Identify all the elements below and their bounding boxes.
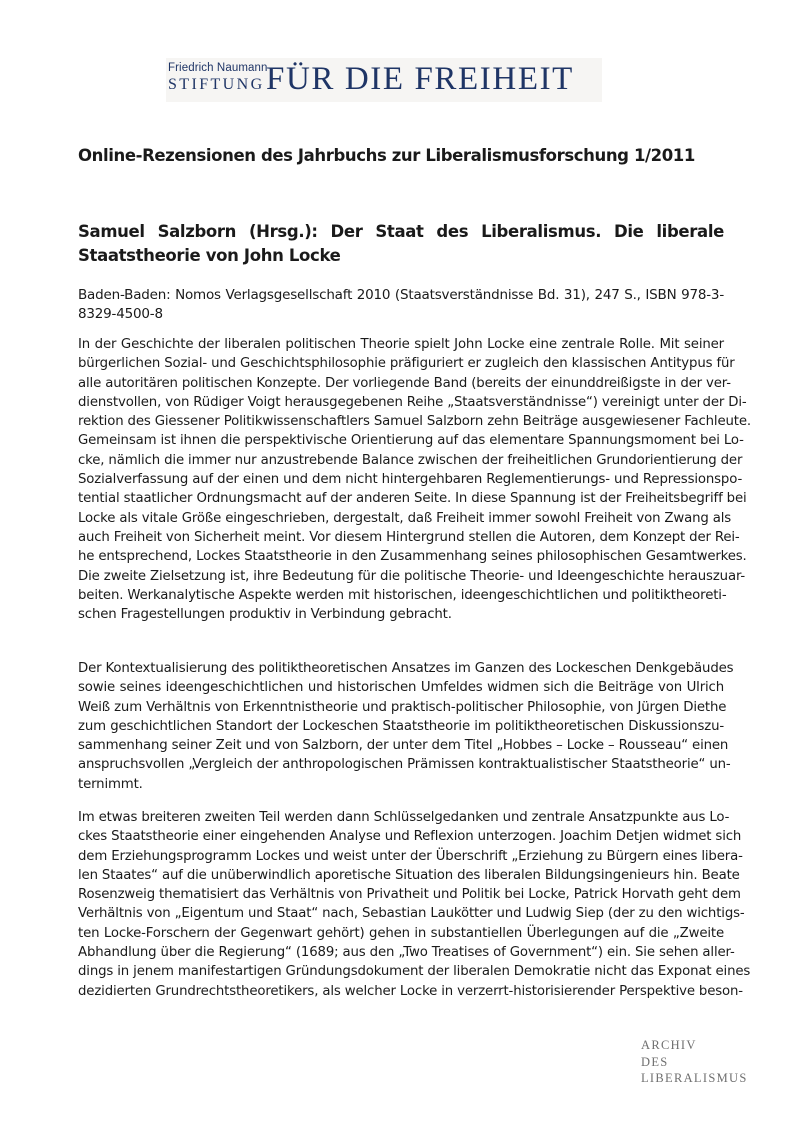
- text-line: anspruchsvollen „Vergleich der anthropologischen Prämissen kontraktualistischer Staatstheorie“ un-: [78, 757, 731, 773]
- text-line: Der Kontextualisierung des politiktheoretischen Ansatzes im Ganzen des Lockeschen Denkgebäudes: [78, 661, 734, 676]
- paragraph-2: [78, 659, 734, 794]
- paragraph-3: [78, 808, 751, 1001]
- text-line: Rosenzweig thematisiert das Verhältnis von Privatheit und Politik bei Locke, Patrick Horvath geht dem: [78, 887, 741, 903]
- text-line: Die zweite Zielsetzung ist, ihre Bedeutung für die politische Theorie- und Ideengeschichte herauszuar-: [78, 568, 746, 584]
- text-line: he entsprechend, Lockes Staatstheorie in den Zusammenhang seines philosophischen Gesamtwerkes.: [78, 549, 747, 565]
- text-line: ten Locke-Forschern der Gegenwart gehört) gehen in substantiellen Überlegungen auf die „Zweite: [78, 925, 724, 941]
- text-line: dem Erziehungsprogramm Lockes und weist unter der Überschrift „Erziehung zu Bürgern eines libera-: [78, 848, 743, 864]
- archive-line-1: ARCHIV: [641, 1038, 697, 1052]
- fnf-logo: [166, 58, 602, 102]
- text-line: tential staatlicher Ordnungsmacht auf der anderen Seite. In diese Spannung ist der Freiheitsbegriff bei: [78, 491, 747, 507]
- logo-stiftung: STIFTUNG: [168, 76, 265, 93]
- text-line: ckes Staatstheorie einer eingehenden Analyse und Reflexion unterzogen. Joachim Detjen widmet sich: [78, 829, 742, 845]
- text-line: dezidierten Grundrechtstheoretikers, als welcher Locke in verzerrt-historisierender Perspektive beson-: [78, 983, 743, 999]
- bibliographic-info: Baden-Baden: Nomos Verlagsgesellschaft 2010 (Staatsverständnisse Bd. 31), 247 S., ISBN 978-3-8329-4500-8: [78, 287, 724, 322]
- archiv-des-liberalismus-logo: [641, 1037, 748, 1087]
- text-line: Abhandlung über die Regierung“ (1689; aus den „Two Treatises of Government“) ein. Sie sehen aller-: [78, 945, 735, 961]
- text-line: Locke als vitale Größe eingeschrieben, dergestalt, daß Freiheit immer sowohl Freiheit von Zwang als: [78, 510, 732, 526]
- text-line: Weiß zum Verhältnis von Erkenntnistheorie und praktisch-politischer Philosophie, von Jürgen Diethe: [78, 699, 727, 715]
- text-line: alle autoritären politischen Konzepte. Der vorliegende Band (bereits der einunddreißigste in der ver-: [78, 375, 731, 391]
- text-line: rektion des Giessener Politikwissenschaftlers Samuel Salzborn zehn Beiträge ausgewiesener Fachleute.: [78, 414, 751, 430]
- archive-line-3: LIBERALISMUS: [641, 1071, 748, 1085]
- journal-heading: Online-Rezensionen des Jahrbuchs zur Liberalismusforschung 1/2011: [78, 146, 695, 165]
- paragraph-1: [78, 335, 751, 624]
- logo-slogan: FÜR DIE FREIHEIT: [266, 61, 574, 97]
- text-line: Im etwas breiteren zweiten Teil werden dann Schlüsselgedanken und zentrale Ansatzpunkte aus Lo-: [78, 810, 730, 825]
- text-line: In der Geschichte der liberalen politischen Theorie spielt John Locke eine zentrale Rolle. Mit seiner: [78, 337, 724, 352]
- text-line: beiten. Werkanalytische Aspekte werden mit historischen, ideengeschichtlichen und politiktheoreti-: [78, 587, 727, 603]
- text-line: sammenhang seiner Zeit und von Salzborn, der unter dem Titel „Hobbes – Locke – Rousseau“ einen: [78, 738, 729, 754]
- text-line: dings in jenem manifestartigen Gründungsdokument der liberalen Demokratie nicht das Exponat eines: [78, 964, 751, 980]
- text-line: bürgerlichen Sozial- und Geschichtsphilosophie präfiguriert er zugleich den klassischen Antitypus für: [78, 356, 735, 372]
- text-line: Verhältnis von „Eigentum und Staat“ nach, Sebastian Laukötter und Ludwig Siep (der zu den wichtigs-: [78, 906, 745, 922]
- text-line: cke, nämlich die immer nur anzustrebende Balance zwischen der freiheitlichen Grundorientierung der: [78, 452, 743, 468]
- review-title: Samuel Salzborn (Hrsg.): Der Staat des Liberalismus. Die liberale Staatstheorie von John Locke: [78, 222, 724, 265]
- text-line: ternimmt.: [78, 776, 143, 792]
- text-line: schen Fragestellungen produktiv in Verbindung gebracht.: [78, 607, 452, 623]
- text-line: dienstvollen, von Rüdiger Voigt herausgegebenen Reihe „Staatsverständnisse“) vereinigt unter der Di-: [78, 394, 747, 410]
- archive-line-2: DES: [641, 1054, 669, 1069]
- logo-org-name: Friedrich Naumann: [168, 62, 268, 74]
- text-line: sowie seines ideengeschichtlichen und historischen Umfeldes widmen sich die Beiträge von Ulrich: [78, 680, 724, 696]
- text-line: zum geschichtlichen Standort der Lockeschen Staatstheorie im politiktheoretischen Diskussionszu-: [78, 718, 724, 734]
- text-line: Sozialverfassung auf der einen und dem nicht hintergehbaren Reglementierungs- und Repressionspo-: [78, 472, 743, 488]
- text-line: Gemeinsam ist ihnen die perspektivische Orientierung auf das elementare Spannungsmoment bei Lo-: [78, 433, 744, 449]
- text-line: auch Freiheit von Sicherheit meint. Vor diesem Hintergrund stellen die Autoren, dem Konzept der Rei-: [78, 529, 740, 545]
- text-line: len Staates“ auf die unüberwindlich aporetische Situation des liberalen Bildungsingenieurs hin. Beate: [78, 867, 740, 883]
